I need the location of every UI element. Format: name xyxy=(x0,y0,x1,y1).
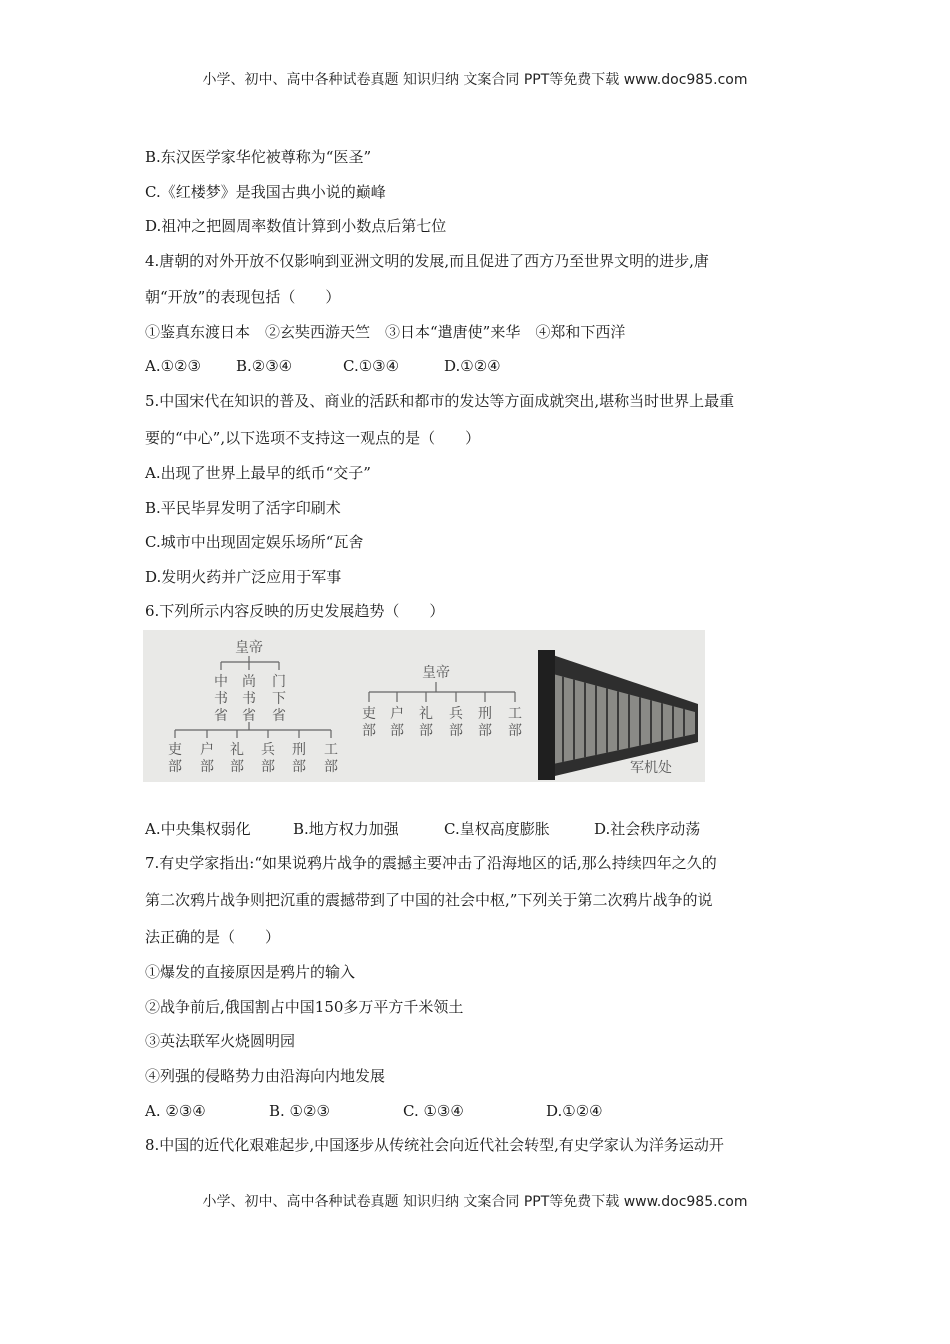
q3-option-b: B.东汉医学家华佗被尊称为“医圣” xyxy=(145,148,372,166)
middle-tree-lines xyxy=(369,682,515,702)
q6-choice-b: B.地方权力加强 xyxy=(293,820,399,838)
q4-choice-a: A.①②③ xyxy=(145,357,201,375)
q6-choices xyxy=(145,819,700,839)
middle-ministry-5: 刑部 xyxy=(478,706,492,739)
left-emperor-label: 皇帝 xyxy=(235,640,263,656)
q7-stem-line1: 7.有史学家指出:“如果说鸦片战争的震撼主要冲击了沿海地区的话,那么持续四年之久的 xyxy=(145,854,717,872)
q3-option-c: C.《红楼梦》是我国古典小说的巅峰 xyxy=(145,183,386,201)
grand-council-caption: 军机处 xyxy=(630,760,672,776)
q3-option-d: D.祖冲之把圆周率数值计算到小数点后第七位 xyxy=(145,217,447,235)
left-ministry-4: 兵部 xyxy=(261,742,275,775)
left-ministry-1: 吏部 xyxy=(168,742,182,775)
q5-option-b: B.平民毕昇发明了活字印刷术 xyxy=(145,499,341,517)
middle-ministry-1: 吏部 xyxy=(362,706,376,739)
q7-choice-d: D.①②④ xyxy=(546,1102,603,1120)
middle-ministry-6: 工部 xyxy=(508,706,522,739)
q7-item-1: ①爆发的直接原因是鸦片的输入 xyxy=(145,963,356,981)
left-six-ministries xyxy=(168,741,338,775)
q4-choice-c: C.①③④ xyxy=(343,357,400,375)
q4-choice-d: D.①②④ xyxy=(444,357,501,375)
q7-item-3: ③英法联军火烧圆明园 xyxy=(145,1032,296,1050)
q6-stem: 6.下列所示内容反映的历史发展趋势（ ） xyxy=(145,602,445,620)
q5-option-a: A.出现了世界上最早的纸币“交子” xyxy=(145,464,371,482)
middle-ministry-2: 户部 xyxy=(390,706,404,739)
middle-six-ministries xyxy=(362,705,522,739)
q6-choice-c: C.皇权高度膨胀 xyxy=(444,820,550,838)
q7-choices xyxy=(145,1101,603,1121)
q5-option-c: C.城市中出现固定娱乐场所“瓦舍 xyxy=(145,533,364,551)
q6-choice-a: A.中央集权弱化 xyxy=(145,820,251,838)
q4-stem-line1: 4.唐朝的对外开放不仅影响到亚洲文明的发展,而且促进了西方乃至世界文明的进步,唐 xyxy=(145,252,709,270)
left-ministry-5: 刑部 xyxy=(292,742,306,775)
q7-choice-b: B. ①②③ xyxy=(269,1102,330,1120)
q5-stem-line1: 5.中国宋代在知识的普及、商业的活跃和都市的发达等方面成就突出,堪称当时世界上最重 xyxy=(145,392,735,410)
q7-item-4: ④列强的侵略势力由沿海向内地发展 xyxy=(145,1067,386,1085)
footer-banner: 小学、初中、高中各种试卷真题 知识归纳 文案合同 PPT等免费下载 www.doc985.com xyxy=(202,1194,748,1210)
q6-figure-image xyxy=(143,630,705,782)
header-banner: 小学、初中、高中各种试卷真题 知识归纳 文案合同 PPT等免费下载 www.doc985.com xyxy=(202,72,748,88)
q7-stem-line3: 法正确的是（ ） xyxy=(145,928,281,946)
q5-stem-line2: 要的“中心”,以下选项不支持这一观点的是（ ） xyxy=(145,429,481,447)
q7-choice-a: A. ②③④ xyxy=(145,1102,206,1120)
q7-item-2: ②战争前后,俄国割占中国150多万平方千米领土 xyxy=(145,998,464,1016)
q7-stem-line2: 第二次鸦片战争则把沉重的震撼带到了中国的社会中枢,”下列关于第二次鸦片战争的说 xyxy=(145,891,713,909)
left-department-2: 尚书省 xyxy=(242,674,256,724)
q6-choice-d: D.社会秩序动荡 xyxy=(594,820,701,838)
middle-ministry-3: 礼部 xyxy=(419,706,433,739)
q7-choice-c: C. ①③④ xyxy=(403,1102,464,1120)
left-department-1: 中书省 xyxy=(214,674,228,724)
q5-option-d: D.发明火药并广泛应用于军事 xyxy=(145,568,342,586)
q4-choice-b: B.②③④ xyxy=(236,357,293,375)
q4-stem-line2: 朝“开放”的表现包括（ ） xyxy=(145,288,341,306)
left-ministry-3: 礼部 xyxy=(230,742,244,775)
q4-items: ①鉴真东渡日本 ②玄奘西游天竺 ③日本“遣唐使”来华 ④郑和下西洋 xyxy=(145,323,626,341)
q8-stem-line1: 8.中国的近代化艰难起步,中国逐步从传统社会向近代社会转型,有史学家认为洋务运动开 xyxy=(145,1136,724,1154)
left-ministry-2: 户部 xyxy=(200,742,214,775)
grand-council-photo xyxy=(538,650,698,780)
left-three-departments xyxy=(214,673,286,724)
left-ministry-6: 工部 xyxy=(324,742,338,775)
middle-emperor-label: 皇帝 xyxy=(422,665,450,681)
middle-ministry-4: 兵部 xyxy=(449,706,463,739)
left-department-3: 门下省 xyxy=(272,674,286,724)
q4-choices xyxy=(145,356,501,376)
q6-figure xyxy=(143,630,705,782)
